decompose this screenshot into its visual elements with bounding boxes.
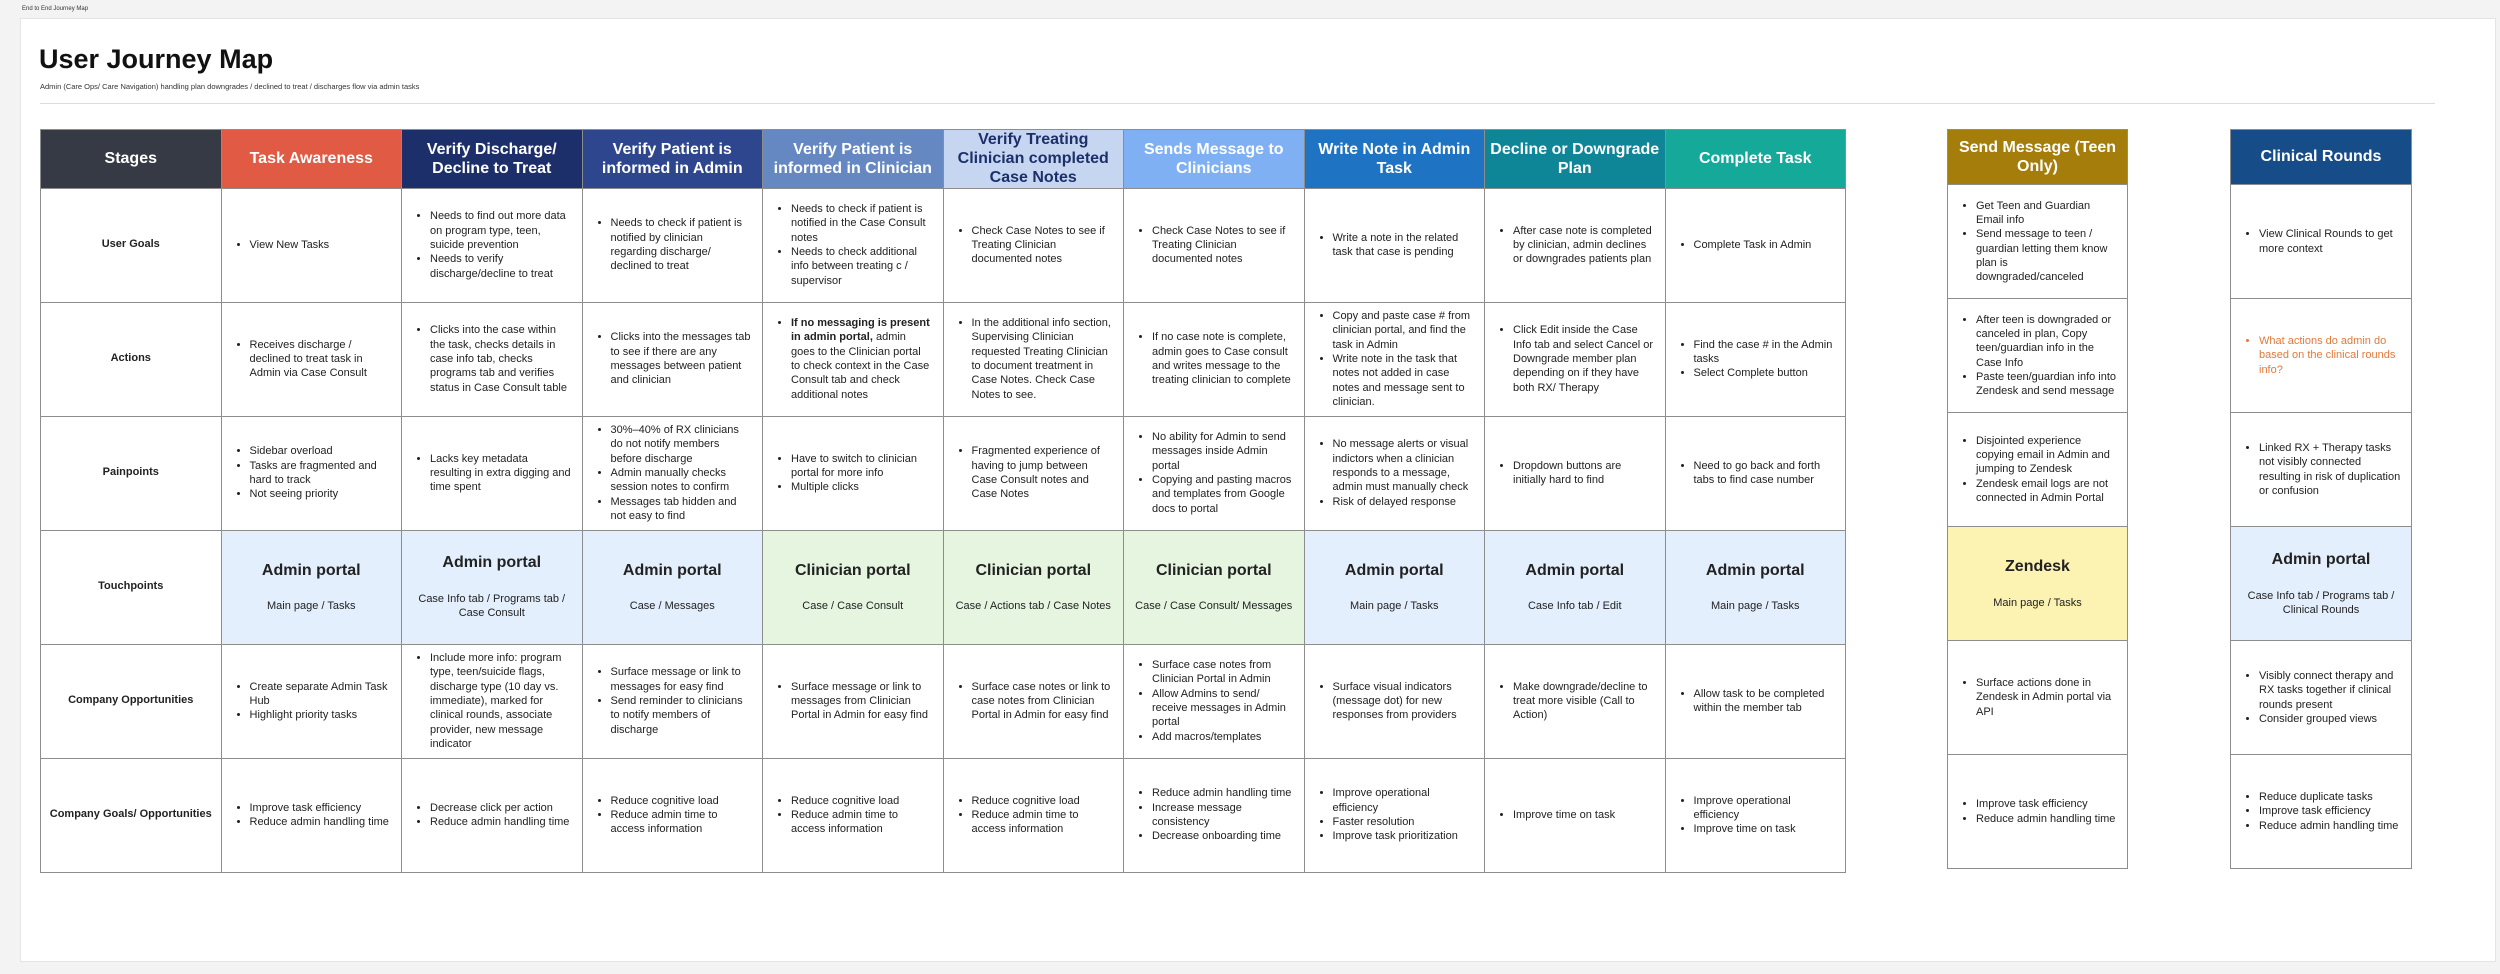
list-item: • Reduce cognitive load: [972, 794, 1114, 808]
touchpoint-title: Admin portal: [2271, 550, 2371, 568]
list-item: • Select Complete button: [1694, 366, 1836, 380]
list-item: • Multiple clicks: [791, 480, 933, 494]
list-item: • Create separate Admin Task Hub: [250, 680, 392, 709]
actions-cell: [582, 302, 763, 416]
action-text: admin goes to the Clinician portal to check context in the Case Consult tab and check additional notes: [791, 331, 930, 401]
list-item: • Click Edit inside the Case Info tab and select Cancel or Downgrade member plan depending on if they have both RX/ Therapy: [1513, 323, 1655, 394]
list-item: • Reduce admin handling time: [1976, 812, 2117, 826]
touchpoint-location: Main page / Tasks: [1711, 600, 1800, 613]
stage-header-write-note: Write Note in Admin Task: [1304, 130, 1485, 189]
stages-header-row: [41, 130, 1846, 189]
actions-cell: [1304, 302, 1485, 416]
touchpoint-cell: [1304, 530, 1485, 644]
touchpoint-title: Admin portal: [1525, 561, 1625, 579]
journey-table-teen: [1947, 129, 2128, 869]
list-item: • Improve task prioritization: [1333, 829, 1475, 843]
touchpoint-title: Admin portal: [442, 554, 542, 572]
list-item: • Reduce admin handling time: [430, 815, 572, 829]
list-item: • Receives discharge / declined to treat task in Admin via Case Consult: [250, 338, 392, 381]
touchpoint-cell: [402, 530, 583, 644]
pains-cell: [1304, 416, 1485, 530]
list-item: • Paste teen/guardian info into Zendesk and send message: [1976, 370, 2117, 399]
list-item: • Risk of delayed response: [1333, 495, 1475, 509]
opps-cell: [582, 644, 763, 758]
pains-cell: [1124, 416, 1305, 530]
company-goals-cell: [1124, 758, 1305, 872]
company-goals-row: [41, 758, 1846, 872]
stage-header-clinical-rounds: Clinical Rounds: [2231, 130, 2412, 185]
row-label-touchpoints: Touchpoints: [41, 530, 222, 644]
list-item: • Check Case Notes to see if Treating Clinician documented notes: [972, 224, 1114, 267]
list-item: • Tasks are fragmented and hard to track: [250, 459, 392, 488]
goals-cell: [402, 188, 583, 302]
row-label-user-goals: User Goals: [41, 188, 222, 302]
company-goals-cell: [1485, 758, 1666, 872]
list-item: • Linked RX + Therapy tasks not visibly connected resulting in risk of duplication or confusion: [2259, 441, 2401, 498]
goals-cell: [221, 188, 402, 302]
touchpoint-title: Clinician portal: [1155, 561, 1272, 579]
list-item: • Messages tab hidden and not easy to find: [611, 495, 753, 524]
touchpoint-title: Admin portal: [261, 561, 361, 579]
stage-header-verify-patient-admin: Verify Patient is informed in Admin: [582, 130, 763, 189]
company-goals-cell: [1304, 758, 1485, 872]
list-item: • Increase message consistency: [1152, 801, 1294, 830]
pains-cell: [582, 416, 763, 530]
list-item: • Lacks key metadata resulting in extra digging and time spent: [430, 452, 572, 495]
touchpoint-cell: [943, 530, 1124, 644]
opps-cell: [943, 644, 1124, 758]
company-goals-cell: [402, 758, 583, 872]
list-item: • Include more info: program type, teen/suicide flags, discharge type (10 day vs. immediate), marked for clinical rounds, associate provider, new message indicator: [430, 651, 572, 751]
company-goals-cell: [943, 758, 1124, 872]
list-item: • Reduce admin time to access information: [791, 808, 933, 837]
page-title: User Journey Map: [39, 44, 274, 74]
stages-header: Stages: [41, 130, 222, 189]
company-goals-cell: [1948, 755, 2128, 869]
touchpoint-title: Admin portal: [1705, 561, 1805, 579]
touchpoint-location: Case Info tab / Programs tab / Case Consult: [418, 593, 566, 620]
opps-cell: [763, 644, 944, 758]
open-question: • What actions do admin do based on the clinical rounds info?: [2259, 334, 2401, 377]
actions-row: [41, 302, 1846, 416]
goals-cell: [1124, 188, 1305, 302]
goals-cell: [1485, 188, 1666, 302]
list-item: • Improve operational efficiency: [1694, 794, 1836, 823]
list-item: • No ability for Admin to send messages inside Admin portal: [1152, 430, 1294, 473]
list-item: • Sidebar overload: [250, 444, 392, 458]
actions-cell: [943, 302, 1124, 416]
page-subtitle: Admin (Care Ops/ Care Navigation) handling plan downgrades / declined to treat / discharges flow via admin tasks: [40, 82, 420, 91]
list-item: • No message alerts or visual indictors when a clinician responds to a message, admin must manually check: [1333, 437, 1475, 494]
list-item: • View Clinical Rounds to get more context: [2259, 227, 2401, 256]
goals-cell: [1948, 185, 2128, 299]
stage-header-verify-treating-clinician: Verify Treating Clinician completed Case Notes: [943, 130, 1124, 189]
stage-header-verify-discharge: Verify Discharge/ Decline to Treat: [402, 130, 583, 189]
list-item: • Surface case notes or link to case notes from Clinician Portal in Admin for easy find: [972, 680, 1114, 723]
list-item: • View New Tasks: [250, 238, 392, 252]
goals-cell: [943, 188, 1124, 302]
opps-cell: [1665, 644, 1846, 758]
list-item: • Improve time on task: [1694, 822, 1836, 836]
goals-cell: [1304, 188, 1485, 302]
list-item: • Surface case notes from Clinician Portal in Admin: [1152, 658, 1294, 687]
list-item: • Write note in the task that notes not added in case notes and message sent to clinician.: [1333, 352, 1475, 409]
pains-cell: [221, 416, 402, 530]
user-goals-row: [41, 188, 1846, 302]
pains-cell: [763, 416, 944, 530]
touchpoint-cell: [2231, 527, 2412, 641]
list-item: • Visibly connect therapy and RX tasks together if clinical rounds present: [2259, 669, 2401, 712]
touchpoint-location: Main page / Tasks: [1993, 596, 2082, 609]
stage-header-verify-patient-clinician: Verify Patient is informed in Clinician: [763, 130, 944, 189]
touchpoint-location: Case Info tab / Edit: [1527, 600, 1622, 613]
list-item: • Improve time on task: [1513, 808, 1655, 822]
list-item: • Have to switch to clinician portal for more info: [791, 452, 933, 481]
list-item: • Decrease click per action: [430, 801, 572, 815]
opps-cell: [221, 644, 402, 758]
list-item: • Reduce admin time to access information: [972, 808, 1114, 837]
list-item: • Reduce cognitive load: [611, 794, 753, 808]
list-item: • Send reminder to clinicians to notify members of discharge: [611, 694, 753, 737]
goals-cell: [2231, 185, 2412, 299]
list-item: • Needs to check additional info between treating c / supervisor: [791, 245, 933, 288]
touchpoint-cell: [221, 530, 402, 644]
actions-cell: [1124, 302, 1305, 416]
company-goals-cell: [1665, 758, 1846, 872]
list-item: • Surface message or link to messages from Clinician Portal in Admin for easy find: [791, 680, 933, 723]
touchpoint-location: Case / Messages: [629, 600, 715, 613]
stage-header-task-awareness: Task Awareness: [221, 130, 402, 189]
touchpoint-cell: [1948, 527, 2128, 641]
list-item: • Improve task efficiency: [1976, 797, 2117, 811]
list-item: • Copy and paste case # from clinician portal, and find the task in Admin: [1333, 309, 1475, 352]
pains-cell: [943, 416, 1124, 530]
list-item: • After teen is downgraded or canceled in plan, Copy teen/guardian info in the Case Info: [1976, 313, 2117, 370]
list-item: • Add macros/templates: [1152, 730, 1294, 744]
opps-cell: [1948, 641, 2128, 755]
list-item: • Reduce admin handling time: [250, 815, 392, 829]
list-item: • Decrease onboarding time: [1152, 829, 1294, 843]
touchpoint-cell: [582, 530, 763, 644]
list-item: • Disjointed experience copying email in Admin and jumping to Zendesk: [1976, 434, 2117, 477]
list-item: • Surface actions done in Zendesk in Admin portal via API: [1976, 676, 2117, 719]
list-item: • Surface visual indicators (message dot) for new responses from providers: [1333, 680, 1475, 723]
pains-cell: [1948, 413, 2128, 527]
list-item: • Surface message or link to messages for easy find: [611, 665, 753, 694]
list-item: • Not seeing priority: [250, 487, 392, 501]
list-item: • Allow task to be completed within the member tab: [1694, 687, 1836, 716]
stage-header-decline-downgrade: Decline or Downgrade Plan: [1485, 130, 1666, 189]
opps-cell: [1485, 644, 1666, 758]
list-item: • Send message to teen / guardian letting them know plan is downgraded/canceled: [1976, 227, 2117, 284]
list-item: • Reduce cognitive load: [791, 794, 933, 808]
list-item: • Reduce duplicate tasks: [2259, 790, 2401, 804]
touchpoint-cell: [1485, 530, 1666, 644]
list-item: • Highlight priority tasks: [250, 708, 392, 722]
actions-cell: [1665, 302, 1846, 416]
actions-cell: [2231, 299, 2412, 413]
list-item: • Improve task efficiency: [250, 801, 392, 815]
touchpoint-title: Admin portal: [622, 561, 722, 579]
list-item: • Dropdown buttons are initially hard to find: [1513, 459, 1655, 488]
list-item: • Reduce admin handling time: [1152, 786, 1294, 800]
touchpoint-location: Case / Actions tab / Case Notes: [955, 600, 1111, 613]
journey-table-clinical-rounds: [2230, 129, 2412, 869]
company-goals-cell: [221, 758, 402, 872]
company-goals-cell: [2231, 755, 2412, 869]
list-item: • Admin manually checks session notes to confirm: [611, 466, 753, 495]
list-item: • Fragmented experience of having to jump between Case Consult notes and Case Notes: [972, 444, 1114, 501]
list-item: • Check Case Notes to see if Treating Clinician documented notes: [1152, 224, 1294, 267]
frame-label: End to End Journey Map: [22, 6, 89, 12]
list-item: • Needs to check if patient is notified in the Case Consult notes: [791, 202, 933, 245]
touchpoint-location: Main page / Tasks: [1350, 600, 1439, 613]
journey-table-main: [40, 129, 1846, 873]
pains-cell: [1485, 416, 1666, 530]
actions-cell: [221, 302, 402, 416]
pains-cell: [1665, 416, 1846, 530]
list-item: • Needs to check if patient is notified by clinician regarding discharge/ declined to treat: [611, 216, 753, 273]
actions-cell: [1485, 302, 1666, 416]
list-item: • After case note is completed by clinician, admin declines or downgrades patients plan: [1513, 224, 1655, 267]
touchpoint-cell: [1124, 530, 1305, 644]
company-opportunities-row: [41, 644, 1846, 758]
pains-cell: [402, 416, 583, 530]
company-goals-cell: [763, 758, 944, 872]
actions-cell: [1948, 299, 2128, 413]
opps-cell: [2231, 641, 2412, 755]
actions-cell: [402, 302, 583, 416]
action-emphasis: If no messaging is present in admin portal,: [791, 317, 930, 344]
list-item: • Clicks into the messages tab to see if there are any messages between patient and clinician: [611, 330, 753, 387]
list-item: • Improve operational efficiency: [1333, 786, 1475, 815]
opps-cell: [402, 644, 583, 758]
pains-cell: [2231, 413, 2412, 527]
goals-cell: [1665, 188, 1846, 302]
touchpoint-title: Zendesk: [2005, 557, 2070, 575]
goals-cell: [582, 188, 763, 302]
row-label-company-goals: Company Goals/ Opportunities: [41, 758, 222, 872]
row-label-painpoints: Painpoints: [41, 416, 222, 530]
touchpoint-location: Case / Case Consult: [802, 600, 904, 613]
list-item: • Faster resolution: [1333, 815, 1475, 829]
list-item: • Write a note in the related task that case is pending: [1333, 231, 1475, 260]
touchpoint-title: Admin portal: [1344, 561, 1444, 579]
stage-header-complete-task: Complete Task: [1665, 130, 1846, 189]
list-item: • Consider grouped views: [2259, 712, 2401, 726]
stage-header-send-message-teen: Send Message (Teen Only): [1948, 130, 2128, 185]
list-item: • Get Teen and Guardian Email info: [1976, 199, 2117, 228]
row-label-company-opportunities: Company Opportunities: [41, 644, 222, 758]
list-item: • Make downgrade/decline to treat more visible (Call to Action): [1513, 680, 1655, 723]
list-item: • Find the case # in the Admin tasks: [1694, 338, 1836, 367]
touchpoint-title: Clinician portal: [975, 561, 1092, 579]
touchpoint-location: Case / Case Consult/ Messages: [1135, 600, 1293, 613]
list-item: • If no case note is complete, admin goes to Case consult and writes message to the treating clinician to complete: [1152, 330, 1294, 387]
list-item: • Reduce admin time to access information: [611, 808, 753, 837]
list-item: • In the additional info section, Supervising Clinician requested Treating Clinician to document treatment in Case Notes. Check Case Notes to see.: [972, 316, 1114, 402]
list-item: [791, 316, 933, 402]
list-item: • 30%–40% of RX clinicians do not notify members before discharge: [611, 423, 753, 466]
list-item: • Improve task efficiency: [2259, 804, 2401, 818]
stage-header-sends-message: Sends Message to Clinicians: [1124, 130, 1305, 189]
touchpoint-location: Case Info tab / Programs tab / Clinical Rounds: [2247, 589, 2395, 616]
divider: [40, 103, 2435, 104]
list-item: • Need to go back and forth tabs to find case number: [1694, 459, 1836, 488]
goals-cell: [763, 188, 944, 302]
company-goals-cell: [582, 758, 763, 872]
touchpoint-cell: [1665, 530, 1846, 644]
list-item: • Copying and pasting macros and templates from Google docs to portal: [1152, 473, 1294, 516]
row-label-actions: Actions: [41, 302, 222, 416]
touchpoints-row: [41, 530, 1846, 644]
opps-cell: [1124, 644, 1305, 758]
painpoints-row: [41, 416, 1846, 530]
touchpoint-cell: [763, 530, 944, 644]
list-item: • Needs to verify discharge/decline to treat: [430, 252, 572, 281]
list-item: • Clicks into the case within the task, checks details in case info tab, checks programs tab and verifies status in Case Consult table: [430, 323, 572, 394]
list-item: • Complete Task in Admin: [1694, 238, 1836, 252]
list-item: • Reduce admin handling time: [2259, 819, 2401, 833]
touchpoint-location: Main page / Tasks: [267, 600, 356, 613]
opps-cell: [1304, 644, 1485, 758]
list-item: • Needs to find out more data on program type, teen, suicide prevention: [430, 209, 572, 252]
touchpoint-title: Clinician portal: [794, 561, 911, 579]
actions-cell: [763, 302, 944, 416]
list-item: • Zendesk email logs are not connected in Admin Portal: [1976, 477, 2117, 506]
list-item: • Allow Admins to send/ receive messages in Admin portal: [1152, 687, 1294, 730]
